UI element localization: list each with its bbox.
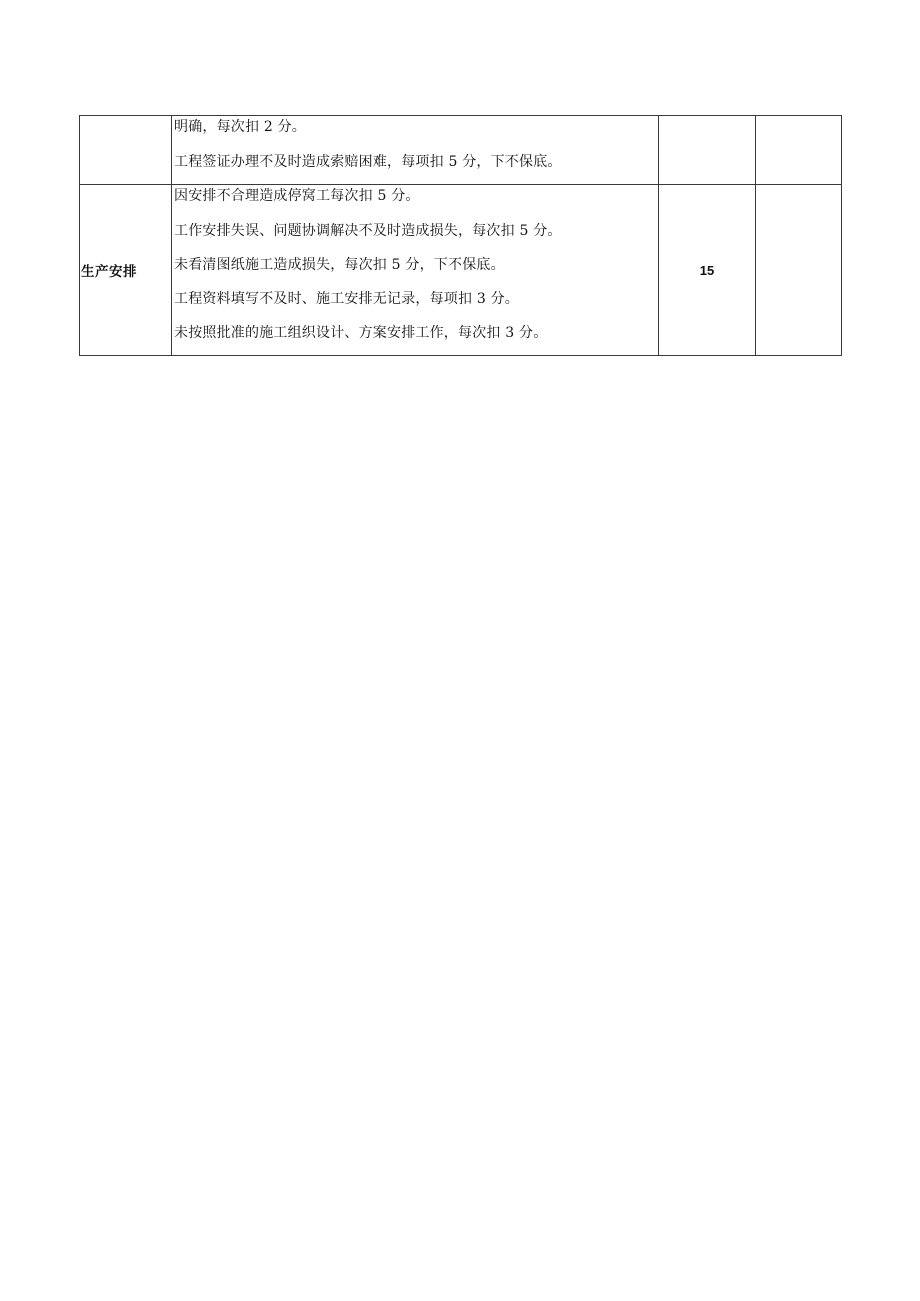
assessment-table	[79, 115, 842, 356]
table-row	[80, 185, 842, 356]
criteria-line: 工作安排失误、问题协调解决不及时造成损失，每次扣 5 分。	[174, 223, 562, 239]
score-cell	[659, 116, 756, 185]
criteria-cell	[172, 116, 659, 185]
table-row	[80, 116, 842, 185]
criteria-line: 工程签证办理不及时造成索赔困难，每项扣 5 分，下不保底。	[174, 154, 562, 170]
category-cell	[80, 116, 172, 185]
score-cell: 15	[659, 185, 756, 356]
category-cell: 生产安排	[80, 185, 172, 356]
remark-cell	[756, 185, 842, 356]
criteria-line: 工程资料填写不及时、施工安排无记录，每项扣 3 分。	[174, 291, 520, 307]
criteria-cell	[172, 185, 659, 356]
criteria-line: 未看清图纸施工造成损失，每次扣 5 分，下不保底。	[174, 257, 505, 273]
remark-cell	[756, 116, 842, 185]
criteria-line: 明确，每次扣 2 分。	[174, 119, 307, 135]
criteria-line: 因安排不合理造成停窝工每次扣 5 分。	[174, 188, 420, 204]
criteria-line: 未按照批准的施工组织设计、方案安排工作，每次扣 3 分。	[174, 325, 548, 341]
